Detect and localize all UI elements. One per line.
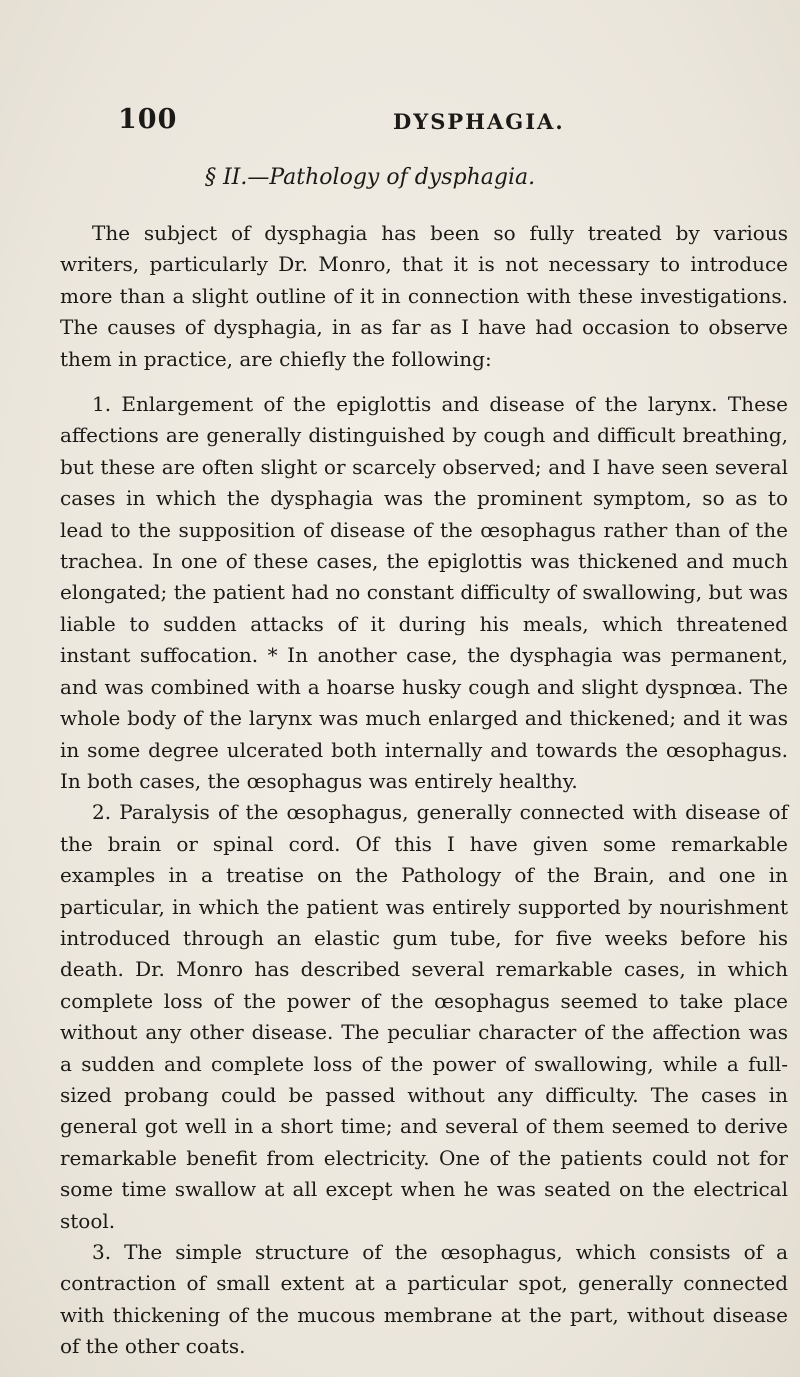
paragraph-paralysis: 2. Paralysis of the œsophagus, generally connected with disease of the brain or spinal cord. Of this I have given some remarkable examples in a treatise on the Pathology of the Brain, and one in particular, in which the patient was entirely supported by nourishment introduced through an elastic gum tube, for five weeks before his death. Dr. Monro has described several remarkable cases, in which complete loss of the power of the œsophagus seemed to take place without any other disease. The peculiar character of the affection was a sudden and complete loss of the power of swallowing, while a full-sized probang could be passed without any difficulty. The cases in general got well in a short time; and several of them seemed to derive remarkable benefit from electricity. One of the patients could not for some time swallow at all except when he was seated on the electrical stool. — [60, 800, 788, 1233]
paragraph-structure: 3. The simple structure of the œsophagus, which consists of a contraction of small extent at a particular spot, generally connected with thickening of the mucous membrane at the part, without disease of the other coats. — [60, 1240, 788, 1359]
running-title: DYSPHAGIA. — [393, 109, 565, 134]
paragraph-epiglottis: 1. Enlargement of the epiglottis and disease of the larynx. These affections are generally distinguished by cough and difficult breathing, but these are often slight or scarcely observed; and I have seen several cases in which the dysphagia was the prominent symptom, so as to lead to the supposition of disease of the œsophagus rather than of the trachea. In one of these cases, the epiglottis was thickened and much elongated; the patient had no constant difficulty of swallowing, but was liable to sudden attacks of it during his meals, which threatened instant suffocation. * In another case, the dysphagia was permanent, and was combined with a hoarse husky cough and slight dyspnœa. The whole body of the larynx was much enlarged and thickened; and it was in some degree ulcerated both internally and towards the œsophagus. In both cases, the œsophagus was entirely healthy. — [60, 392, 788, 793]
running-head — [118, 104, 740, 144]
paragraph-intro: The subject of dysphagia has been so fully treated by various writers, particularly Dr. Monro, that it is not necessary to introduce more than a slight outline of it in connection with these investigations. The causes of dysphagia, in as far as I have had occasion to observe them in practice, are chiefly the following: — [60, 221, 788, 371]
section-heading: § II.—Pathology of dysphagia. — [205, 165, 536, 190]
page-number: 100 — [118, 104, 178, 135]
body-text — [60, 218, 788, 1363]
